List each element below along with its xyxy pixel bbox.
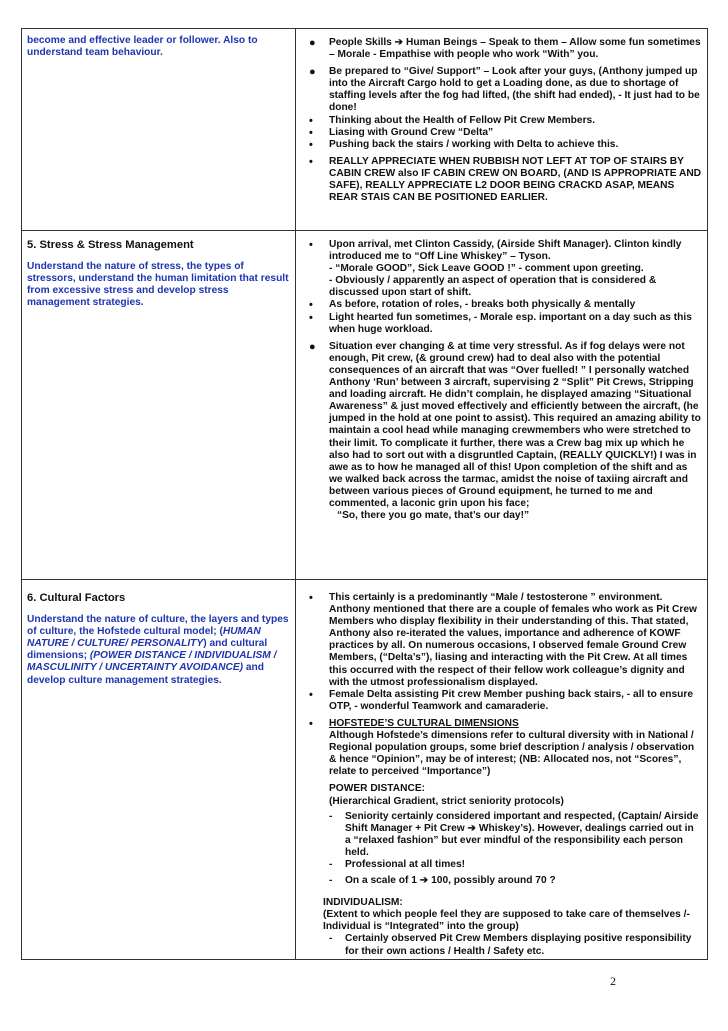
dash-icon: -	[329, 810, 333, 822]
row2-left	[27, 239, 289, 309]
bullet-icon: ●	[309, 37, 316, 49]
table-row-stress	[22, 231, 707, 580]
power-distance-desc: (Hierarchical Gradient, strict seniority protocols)	[329, 795, 564, 807]
bullet-icon: •	[309, 126, 313, 139]
hofstede-text: Although Hofstede’s dimensions refer to cultural diversity with in National / Regional population groups, some brief description / analysis / observation & hence “Opinion”, may be of interest; (NB: Allocated nos, not “Scores”, relate to perceived “Importance”)	[329, 730, 695, 778]
list-item: - Seniority certainly considered important and respected, (Captain/ Airside Shift Manager + Pit Crew ➔ Whiskey’s). However, dealings carried out in a “relaxed fashion” but ever mindful of the responsibility each person held.	[329, 810, 699, 858]
section-title-culture: 6. Cultural Factors	[27, 592, 126, 604]
list-item: • Light hearted fun sometimes, - Morale esp. important on a day such as this when huge workload.	[309, 311, 692, 335]
list-item: - Certainly observed Pit Crew Members displaying positive responsibility for their own actions / Health / Safety etc.	[329, 933, 692, 957]
list-item: ● People Skills ➔ Human Beings – Speak to them – Allow some fun sometimes – Morale - Empathise with people who work “With” you.	[309, 37, 701, 61]
bullet-icon: •	[309, 138, 313, 151]
list-item: “So, there you go mate, that’s our day!”	[337, 510, 530, 522]
list-item: ● Be prepared to “Give/ Support” – Look after your guys, (Anthony jumped up into the Aircraft Cargo hold to get a Loading done, as due to shortage of staffing levels after the fog had lifted, (the shift had ended), - It just had to be done!	[309, 66, 700, 114]
assessment-table	[21, 28, 708, 960]
list-item: • Thinking about the Health of Fellow Pit Crew Members.	[309, 114, 596, 127]
dash-icon: -	[329, 858, 333, 870]
list-item: - Professional at all times!	[329, 858, 466, 870]
page-number: 2	[610, 974, 616, 988]
bullet-icon: •	[309, 688, 313, 701]
table-row-leadership	[22, 29, 707, 231]
list-item	[307, 718, 702, 730]
list-item: • This certainly is a predominantly “Male / testosterone ” environment. Anthony mentioned that there are a couple of females who work as Pit Crew Members who display flexibility in their understanding of this. That stated, Anthony also re-iterated the values, importance and adherence of KOWF practices by all. On numerous occasions, I observed female Ground Crew Members, (“Delta’s”), liasing and interacting with the Pit Crew. At all times this occurred with the respect of their fellow work colleague’s dignity and with the utmost professionalism displayed.	[309, 592, 697, 688]
list-item: • As before, rotation of roles, - breaks both physically & mentally	[309, 299, 636, 312]
list-item: • Liasing with Ground Crew “Delta”	[309, 126, 494, 139]
individualism-desc: (Extent to which people feel they are supposed to take care of themselves /- Individual is “Integrated” into the group)	[323, 909, 690, 933]
row1-notes	[307, 37, 702, 204]
bullet-icon: •	[309, 299, 313, 312]
power-distance-heading: POWER DISTANCE:	[329, 783, 426, 795]
bullet-icon: •	[309, 114, 313, 127]
list-item: ● Situation ever changing & at time very stressful. As if fog delays were not enough, Pit crew, (& ground crew) had to deal also with the potential consequences of an aircraft that was “Over fuelled! ” I personally watched Anthony ‘Run’ between 3 aircraft, supervising 2 “Split” Pit Crews, Stripping and loading aircraft. He didn’t complain, he displayed amazing “Situational Awareness” & just moved effectively and efficiently between the aircraft, (he jumped in the hold at one point to assist). This required an amazing ability to maintain a cool head while managing crewmembers who were stretched to their limit. To complicate it further, there was a Crew bag mix up which he also had to sort out with a disgruntled Captain, (REALLY QUICKLY!) I was in awe as to how he managed all of this! Upon completion of the shift and as we walked back across the tarmac, amidst the noise of taxiing aircraft and between various pieces of Ground equipment, he turned to me and commented, a laconic grin upon his face;	[309, 340, 701, 509]
bullet-icon: •	[309, 239, 313, 251]
bullet-icon: ●	[309, 340, 316, 353]
list-item: - Obviously / apparently an aspect of operation that is considered & discussed upon start of shift.	[329, 275, 657, 299]
bullet-icon: •	[309, 592, 313, 604]
list-item: - On a scale of 1 ➔ 100, possibly around 70 ?	[329, 875, 556, 887]
bullet-icon: •	[309, 717, 313, 730]
list-item: - “Morale GOOD”, Sick Leave GOOD !” - comment upon greeting.	[329, 263, 644, 275]
row1-left-text: become and effective leader or follower. Also to understand team behaviour.	[27, 35, 258, 59]
section-desc-stress: Understand the nature of stress, the types of stressors, understand the human limitation that result from excessive stress and develop stress management strategies.	[27, 261, 289, 309]
list-item: • Upon arrival, met Clinton Cassidy, (Airside Shift Manager). Clinton kindly introduced me to “Off Line Whiskey” – Tyson.	[309, 239, 682, 263]
list-item: • Pushing back the stairs / working with Delta to achieve this.	[309, 138, 619, 151]
bullet-icon: •	[309, 155, 313, 168]
list-item: • Female Delta assisting Pit crew Member pushing back stairs, - all to ensure OTP, - wonderful Teamwork and camaraderie.	[309, 688, 694, 712]
dash-icon: -	[329, 933, 333, 945]
row3-left	[27, 592, 289, 687]
individualism-heading: INDIVIDUALISM:	[323, 897, 403, 909]
section-desc-culture: Understand the nature of culture, the layers and types of culture, the Hofstede cultural model; (HUMAN NATURE / CULTURE/ PERSONALITY) and cultural dimensions; (POWER DISTANCE / INDIVIDUALISM / MASCULINITY / UNCERTAINTY AVOIDANCE) and develop culture management strategies.	[27, 614, 289, 686]
bullet-icon: ●	[309, 66, 316, 79]
row3-notes	[307, 592, 702, 958]
bullet-icon: •	[309, 311, 313, 324]
section-title-stress: 5. Stress & Stress Management	[27, 239, 194, 251]
hofstede-heading: HOFSTEDE’S CULTURAL DIMENSIONS	[329, 717, 519, 729]
table-row-culture	[22, 580, 707, 959]
list-item: • REALLY APPRECIATE WHEN RUBBISH NOT LEFT AT TOP OF STAIRS BY CABIN CREW also IF CABIN CREW ON BOARD, (AND IS APPROPRIATE AND SAFE), REALLY APPRECIATE L2 DOOR BEING CRACKD ASAP, MEANS REAR STAIS CAN BE POSITIONED EARLIER.	[309, 155, 702, 204]
row2-notes	[307, 239, 702, 522]
dash-icon: -	[329, 875, 333, 887]
